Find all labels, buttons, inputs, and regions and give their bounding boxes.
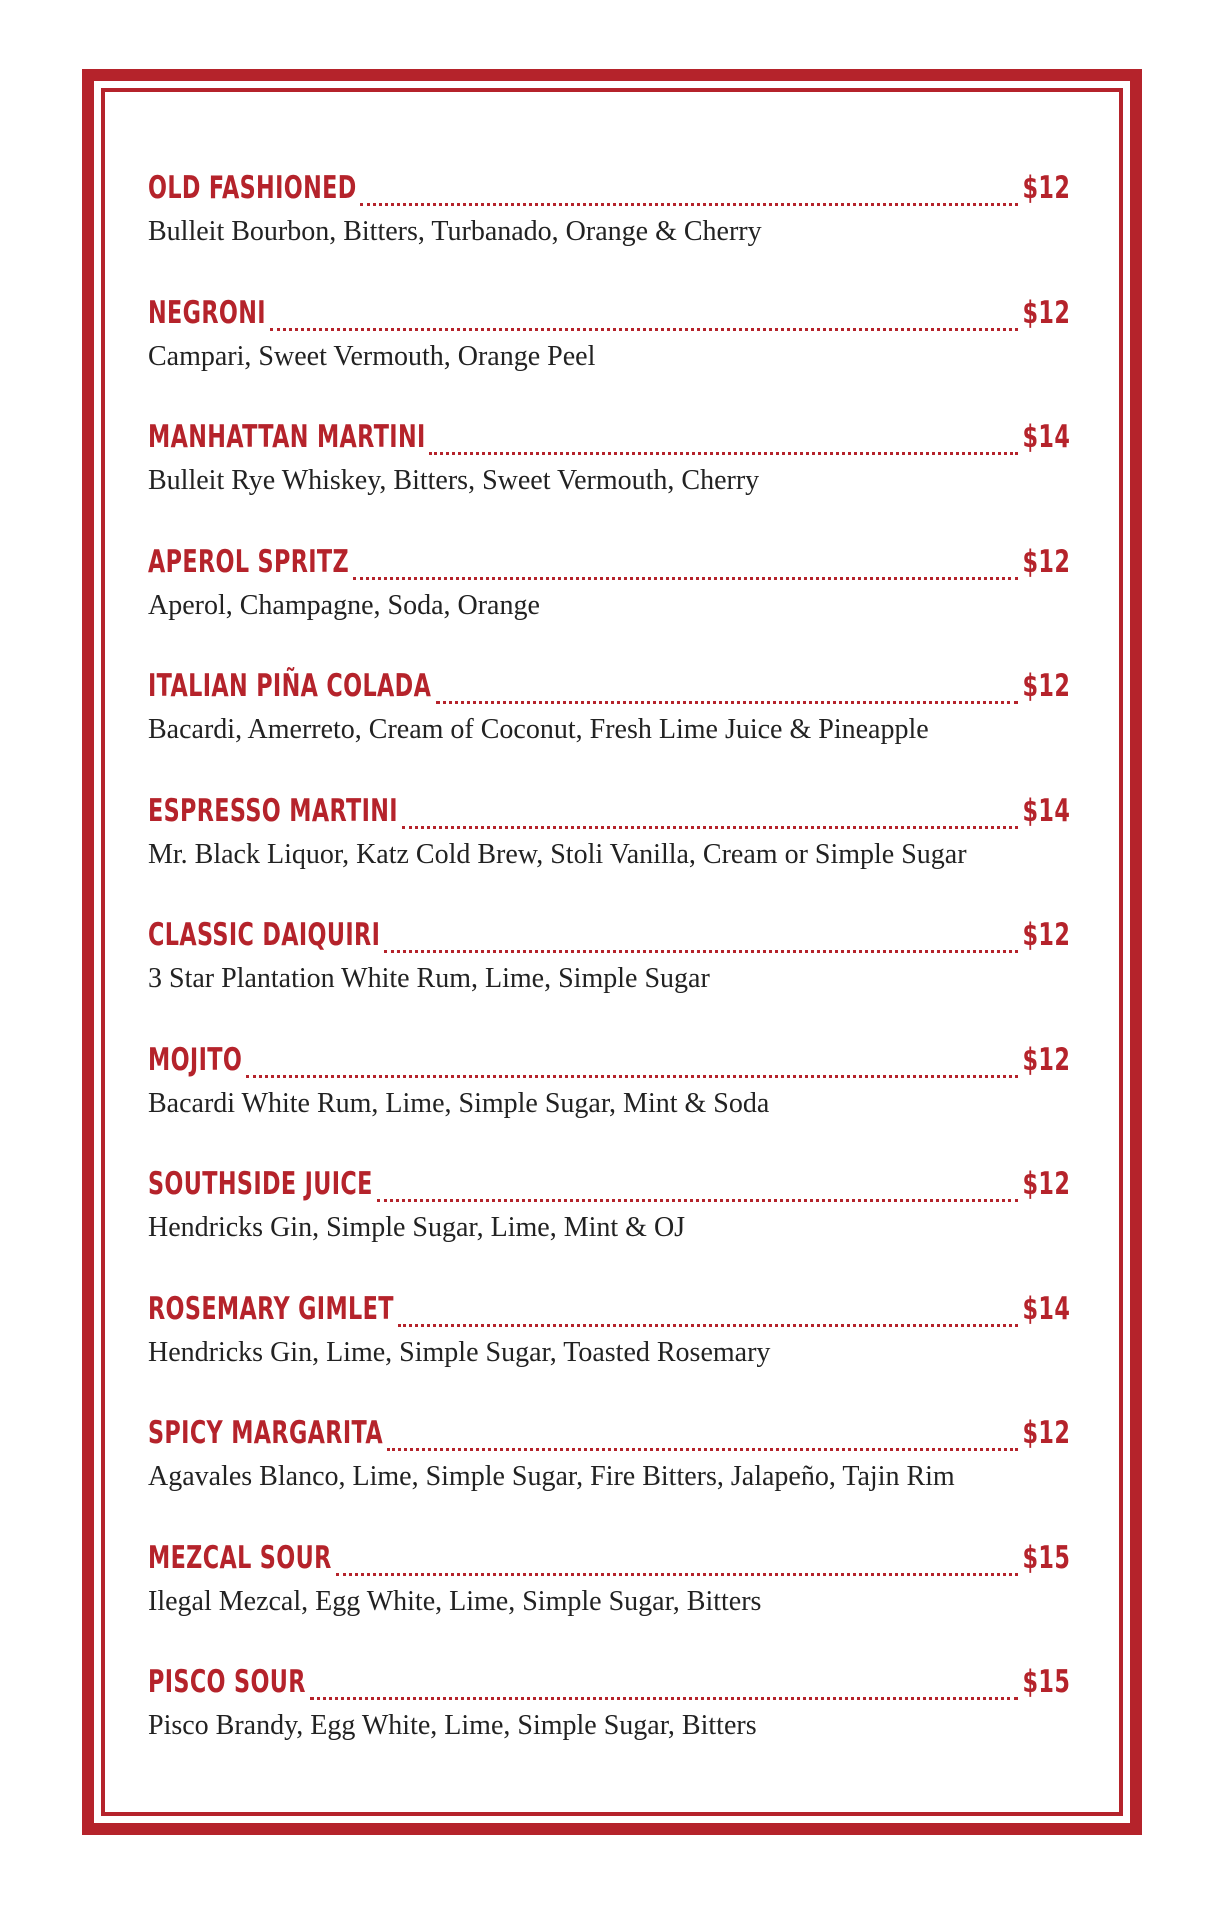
menu-item-name: ROSEMARY GIMLET <box>148 1290 394 1327</box>
cocktail-menu <box>148 170 1070 1789</box>
dot-leader <box>402 826 1018 829</box>
menu-item-title-row <box>148 1166 1070 1212</box>
menu-item-name: MANHATTAN MARTINI <box>148 419 426 455</box>
menu-item-title-row <box>148 295 1070 341</box>
menu-item-title-row <box>148 668 1070 714</box>
menu-item <box>148 1540 1070 1665</box>
menu-item <box>148 1166 1070 1291</box>
menu-item-name: APEROL SPRITZ <box>148 543 350 580</box>
menu-item-price: $14 <box>1022 1290 1070 1327</box>
dot-leader <box>353 577 1018 580</box>
menu-item-description: Agavales Blanco, Lime, Simple Sugar, Fire Bitters, Jalapeño, Tajin Rim <box>148 1461 955 1492</box>
dot-leader <box>387 1448 1018 1451</box>
dot-leader <box>436 701 1019 704</box>
menu-item-price: $12 <box>1022 1041 1070 1078</box>
menu-item-name: SOUTHSIDE JUICE <box>148 1166 373 1202</box>
menu-item-name: SPICY MARGARITA <box>148 1415 383 1451</box>
menu-item <box>148 793 1070 918</box>
menu-item-description: Bulleit Rye Whiskey, Bitters, Sweet Vermouth, Cherry <box>148 465 760 496</box>
menu-item-name: MOJITO <box>148 1041 243 1078</box>
menu-item-name: MEZCAL SOUR <box>148 1539 332 1576</box>
menu-item <box>148 170 1070 295</box>
menu-item-name: OLD FASHIONED <box>148 170 357 206</box>
dot-leader <box>429 452 1018 455</box>
menu-item-description: Campari, Sweet Vermouth, Orange Peel <box>148 340 596 372</box>
menu-item-description: Ilegal Mezcal, Egg White, Lime, Simple Sugar, Bitters <box>148 1585 762 1617</box>
dot-leader <box>270 328 1018 331</box>
menu-item-title-row <box>148 1415 1070 1461</box>
menu-item-price: $12 <box>1022 294 1070 331</box>
menu-item-title-row <box>148 1540 1070 1586</box>
menu-item-title-row <box>148 544 1070 590</box>
menu-item <box>148 419 1070 544</box>
menu-item-name: ITALIAN PIÑA COLADA <box>148 668 432 704</box>
menu-item <box>148 917 1070 1042</box>
menu-item-price: $14 <box>1022 419 1070 455</box>
menu-item-description: Bacardi, Amerreto, Cream of Coconut, Fresh Lime Juice & Pineapple <box>148 714 929 745</box>
menu-item-description: Aperol, Champagne, Soda, Orange <box>148 589 540 621</box>
menu-item-description: Pisco Brandy, Egg White, Lime, Simple Sugar, Bitters <box>148 1710 757 1741</box>
dot-leader <box>310 1697 1018 1700</box>
menu-item-price: $15 <box>1022 1664 1070 1700</box>
menu-item <box>148 668 1070 793</box>
menu-item-title-row <box>148 917 1070 963</box>
menu-item-description: 3 Star Plantation White Rum, Lime, Simple Sugar <box>148 963 710 994</box>
menu-item-description: Bulleit Bourbon, Bitters, Turbanado, Orange & Cherry <box>148 216 762 247</box>
dot-leader <box>360 203 1018 206</box>
dot-leader <box>336 1573 1018 1576</box>
menu-item <box>148 1415 1070 1540</box>
menu-item-title-row <box>148 170 1070 216</box>
menu-item-title-row <box>148 419 1070 465</box>
menu-item-price: $12 <box>1022 543 1070 580</box>
menu-item-price: $12 <box>1022 668 1070 704</box>
menu-item-title-row <box>148 1664 1070 1710</box>
dot-leader <box>246 1075 1018 1078</box>
menu-item-price: $15 <box>1022 1539 1070 1576</box>
menu-item-price: $12 <box>1022 1166 1070 1202</box>
menu-item-name: CLASSIC DAIQUIRI <box>148 917 381 953</box>
menu-item-description: Hendricks Gin, Lime, Simple Sugar, Toasted Rosemary <box>148 1336 771 1368</box>
dot-leader <box>384 950 1018 953</box>
menu-item-name: NEGRONI <box>148 294 266 331</box>
menu-item <box>148 544 1070 669</box>
menu-item <box>148 1291 1070 1416</box>
menu-item-title-row <box>148 1042 1070 1088</box>
menu-item-title-row <box>148 1291 1070 1337</box>
menu-item-title-row <box>148 793 1070 839</box>
menu-item-description: Bacardi White Rum, Lime, Simple Sugar, Mint & Soda <box>148 1087 770 1119</box>
menu-item-price: $12 <box>1022 1415 1070 1451</box>
menu-item-price: $14 <box>1022 792 1070 829</box>
menu-item-description: Hendricks Gin, Simple Sugar, Lime, Mint & OJ <box>148 1212 686 1243</box>
menu-item-name: ESPRESSO MARTINI <box>148 792 398 829</box>
dot-leader <box>398 1324 1018 1327</box>
menu-item <box>148 1664 1070 1789</box>
menu-item <box>148 295 1070 420</box>
menu-item-description: Mr. Black Liquor, Katz Cold Brew, Stoli Vanilla, Cream or Simple Sugar <box>148 838 967 870</box>
menu-item-name: PISCO SOUR <box>148 1664 306 1700</box>
dot-leader <box>377 1199 1018 1202</box>
menu-item-price: $12 <box>1022 917 1070 953</box>
menu-item <box>148 1042 1070 1167</box>
menu-item-price: $12 <box>1022 170 1070 206</box>
